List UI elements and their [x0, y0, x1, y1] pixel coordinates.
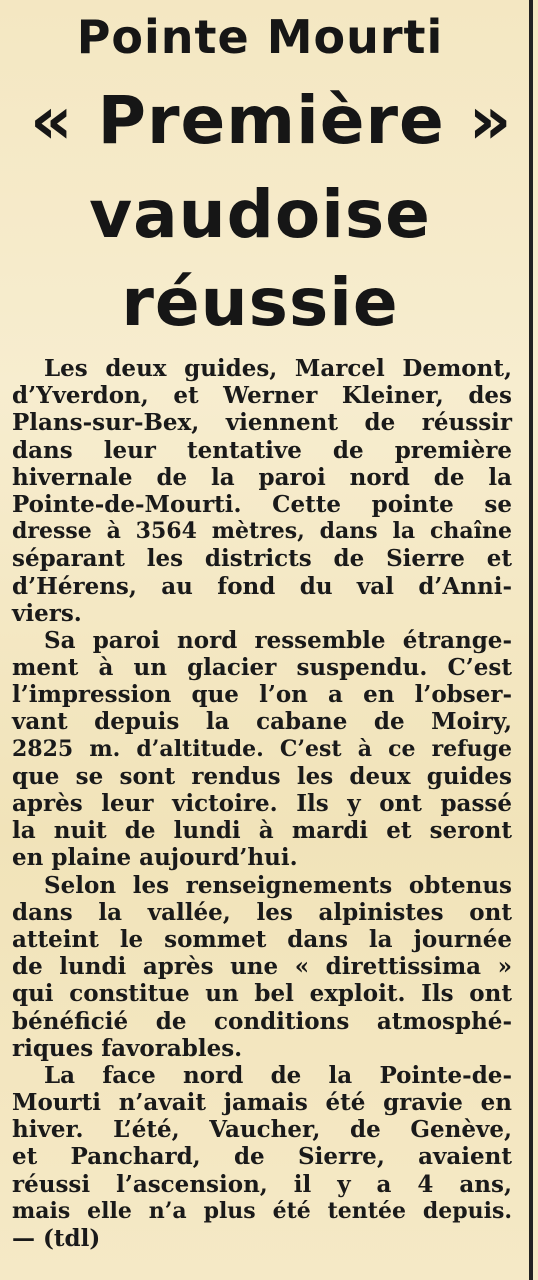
body-line: la nuit de lundi à mardi et seront — [12, 817, 512, 845]
body-line: Pointe-de-Mourti. Cette pointe se — [12, 490, 512, 518]
body-line: et Panchard, de Sierre, avaient — [12, 1143, 512, 1171]
body-line: hiver. L’été, Vaucher, de Genève, — [12, 1116, 512, 1144]
body-line: l’impression que l’on a en l’obser- — [12, 681, 512, 709]
byline: — (tdl) — [12, 1225, 101, 1252]
body-line: qui constitue un bel exploit. Ils ont — [12, 980, 512, 1008]
body-line: après leur victoire. Ils y ont passé — [12, 790, 512, 817]
article-body — [12, 355, 512, 1252]
headline-line-3: vaudoise — [89, 176, 431, 253]
body-line: en plaine aujourd’hui. — [12, 844, 298, 872]
headline-line-4: réussie — [121, 264, 399, 341]
body-line: que se sont rendus les deux guides — [12, 762, 512, 790]
body-line: Sa paroi nord ressemble étrange- — [44, 626, 512, 654]
body-line: vant depuis la cabane de Moiry, — [12, 708, 512, 736]
headline-line-2: « Première » — [30, 82, 513, 159]
body-line: de lundi après une « direttissima » — [12, 953, 512, 981]
column-rule — [529, 0, 533, 1280]
body-line: bénéficié de conditions atmosphé- — [12, 1007, 512, 1035]
body-line: Mourti n’avait jamais été gravie en — [12, 1089, 512, 1117]
body-line: ment à un glacier suspendu. C’est — [12, 654, 512, 682]
body-line: Selon les renseignements obtenus — [44, 871, 512, 899]
body-line: séparant les districts de Sierre et — [12, 545, 512, 573]
body-line: atteint le sommet dans la journée — [12, 925, 512, 953]
body-line: Les deux guides, Marcel Demont, — [44, 355, 512, 382]
body-line: La face nord de la Pointe-de- — [44, 1061, 512, 1089]
body-line: 2825 m. d’altitude. C’est à ce refuge — [12, 735, 512, 762]
body-line: dans la vallée, les alpinistes ont — [12, 898, 512, 926]
body-line: viers. — [12, 599, 82, 627]
body-line: hivernale de la paroi nord de la — [12, 463, 512, 491]
body-line: dresse à 3564 mètres, dans la chaîne — [12, 518, 512, 545]
body-line: Plans-sur-Bex, viennent de réussir — [12, 409, 512, 437]
body-line: riques favorables. — [12, 1034, 243, 1062]
headline-line-1: Pointe Mourti — [76, 10, 444, 64]
body-line: d’Yverdon, et Werner Kleiner, des — [12, 382, 512, 410]
body-line: réussi l’ascension, il y a 4 ans, — [12, 1170, 512, 1198]
body-line: dans leur tentative de première — [12, 436, 512, 464]
body-line: mais elle n’a plus été tentée depuis. — [12, 1197, 512, 1224]
body-line: d’Hérens, au fond du val d’Anni- — [12, 572, 512, 600]
